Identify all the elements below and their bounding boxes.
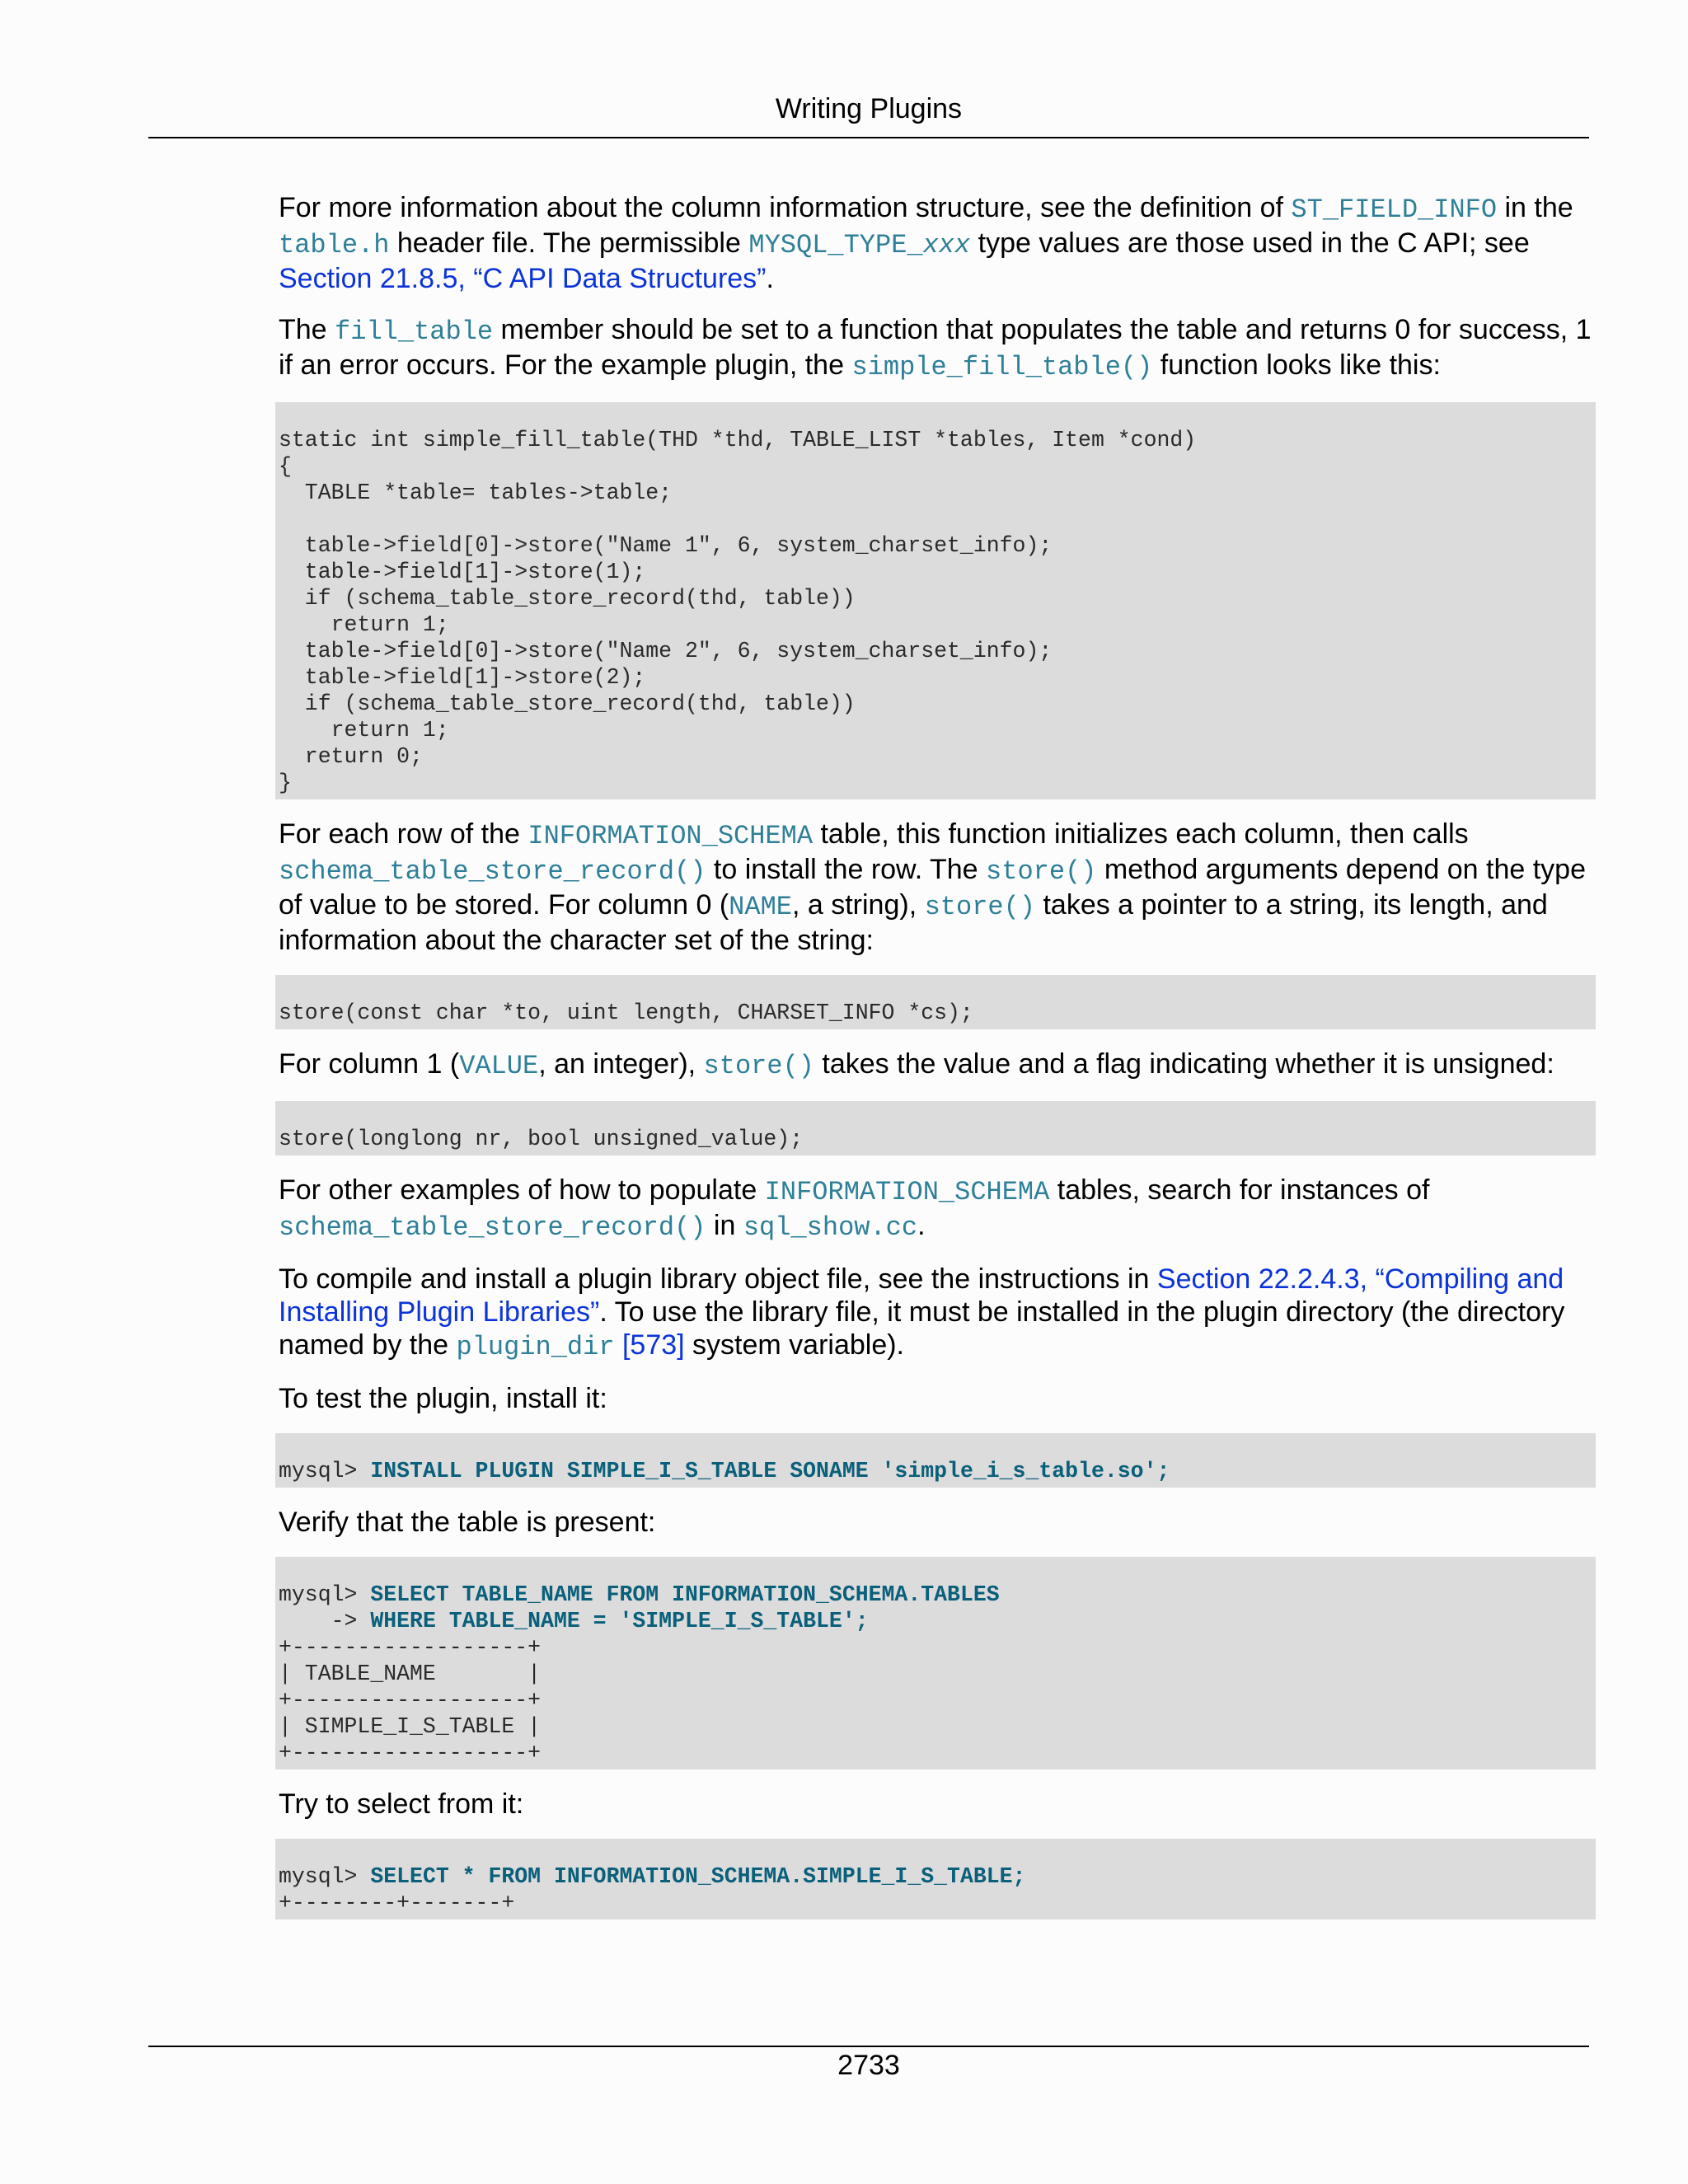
text: tables, search for instances of <box>1049 1174 1430 1206</box>
code-block-store-string: store(const char *to, uint length, CHARSET_INFO *cs); <box>275 975 1596 1029</box>
paragraph-try-select: Try to select from it: <box>279 1788 524 1820</box>
link-c-api-data-structures[interactable]: Section 21.8.5, “C API Data Structures” <box>279 263 767 294</box>
text: to install the row. The <box>706 854 987 885</box>
text: To compile and install a plugin library object file, see the instructions in <box>279 1263 1157 1295</box>
text: in <box>706 1210 743 1241</box>
code-block-simple-fill-table: static int simple_fill_table(THD *thd, TABLE_LIST *tables, Item *cond) { TABLE *table= tables->table; table->field[0]->store("Name 1", 6, system_charset_info); table->field[1]->store(1); if (schema_table_store_record(thd, table)) return 1; table->field[0]->store("Name 2", 6, system_charset_info); table->field[1]->store(2); if (schema_table_store_record(thd, table)) return 1; return 0; } <box>275 402 1596 799</box>
query-output: +--------+-------+ <box>279 1891 515 1915</box>
sql-command: SELECT TABLE_NAME FROM INFORMATION_SCHEMA.TABLES <box>370 1582 1000 1607</box>
page-content <box>279 191 1592 1938</box>
text: . To use the library file, it must be installed in the plugin directory (the directory named by the <box>279 1296 1565 1361</box>
code-st-field-info: ST_FIELD_INFO <box>1291 194 1498 225</box>
paragraph-test-plugin: To test the plugin, install it: <box>279 1383 607 1414</box>
code-store: store() <box>924 892 1036 922</box>
text <box>615 1329 622 1361</box>
code-block-store-integer: store(longlong nr, bool unsigned_value); <box>275 1101 1596 1155</box>
code-simple-fill-table: simple_fill_table() <box>851 352 1153 382</box>
paragraph-column-1 <box>279 1047 1592 1083</box>
page-number: 2733 <box>837 2050 900 2081</box>
paragraph-verify-table: Verify that the table is present: <box>279 1507 656 1538</box>
code-store: store() <box>986 856 1097 887</box>
text: member should be set to a function that populates the table and returns 0 for success, 1 if an error occurs. For the example plugin, the <box>279 314 1592 381</box>
code-block-verify-table <box>275 1557 1596 1769</box>
code-table-h: table.h <box>279 230 390 260</box>
sql-command: SELECT * FROM INFORMATION_SCHEMA.SIMPLE_I_S_TABLE; <box>370 1864 1026 1889</box>
link-compiling-installing-plugin-libraries[interactable]: Section 22.2.4.3, “Compiling and Installing Plugin Libraries” <box>279 1263 1564 1328</box>
code-plugin-dir: plugin_dir <box>456 1332 615 1362</box>
code-schema-table-store-record: schema_table_store_record() <box>279 856 706 887</box>
text: takes the value and a flag indicating whether it is unsigned: <box>814 1048 1554 1080</box>
mysql-prompt: mysql> <box>279 1582 371 1607</box>
text: type values are those used in the C API; see <box>970 227 1530 259</box>
mysql-prompt: mysql> <box>279 1459 371 1483</box>
link-plugin-dir-ref[interactable]: [573] <box>621 1329 685 1361</box>
code-information-schema: INFORMATION_SCHEMA <box>764 1177 1050 1207</box>
paragraph-fill-table <box>279 313 1592 384</box>
text: in the <box>1497 192 1573 223</box>
mysql-prompt: mysql> <box>279 1864 371 1889</box>
code-sql-show-cc: sql_show.cc <box>743 1212 918 1243</box>
code-fill-table: fill_table <box>335 316 494 347</box>
code-name: NAME <box>729 892 792 922</box>
text: The <box>279 314 335 345</box>
paragraph-each-row <box>279 818 1592 957</box>
paragraph-field-info <box>279 191 1592 295</box>
sql-command: INSTALL PLUGIN SIMPLE_I_S_TABLE SONAME 'simple_i_s_table.so'; <box>370 1459 1170 1483</box>
text: . <box>917 1210 926 1241</box>
code-block-install-plugin <box>275 1433 1596 1488</box>
paragraph-other-examples <box>279 1174 1592 1244</box>
code-information-schema: INFORMATION_SCHEMA <box>528 821 814 851</box>
sql-command: WHERE TABLE_NAME = 'SIMPLE_I_S_TABLE'; <box>370 1609 869 1633</box>
text: header file. The permissible <box>389 227 749 259</box>
text: table, this function initializes each column, then calls <box>813 818 1469 850</box>
paragraph-compile-install <box>279 1263 1592 1364</box>
text: For other examples of how to populate <box>279 1174 765 1206</box>
text: , an integer), <box>538 1048 704 1080</box>
page-header: Writing Plugins <box>775 93 963 124</box>
text: method arguments depend on the type of value to be stored. For column 0 ( <box>279 854 1586 921</box>
text: . <box>766 263 774 294</box>
code-schema-table-store-record: schema_table_store_record() <box>279 1212 706 1243</box>
code-block-select <box>275 1839 1596 1919</box>
header-rule <box>148 137 1589 138</box>
code-mysql-type-suffix: xxx <box>922 230 971 260</box>
code-mysql-type <box>748 230 970 260</box>
mysql-continuation-prompt: -> <box>279 1609 371 1633</box>
code-mysql-type-prefix: MYSQL_TYPE_ <box>748 230 923 260</box>
text: function looks like this: <box>1152 349 1441 381</box>
text: , a string), <box>791 889 925 921</box>
text: system variable). <box>684 1329 904 1361</box>
code-value: VALUE <box>459 1051 539 1081</box>
query-output: +------------------+ | TABLE_NAME | +------------------+ | SIMPLE_I_S_TABLE | +------------------+ <box>279 1635 542 1765</box>
text: takes a pointer to a string, its length, and information about the character set of the string: <box>279 889 1548 956</box>
code-store: store() <box>703 1051 814 1081</box>
text: For column 1 ( <box>279 1048 460 1080</box>
text: For each row of the <box>279 818 528 850</box>
text: For more information about the column information structure, see the definition of <box>279 192 1292 223</box>
